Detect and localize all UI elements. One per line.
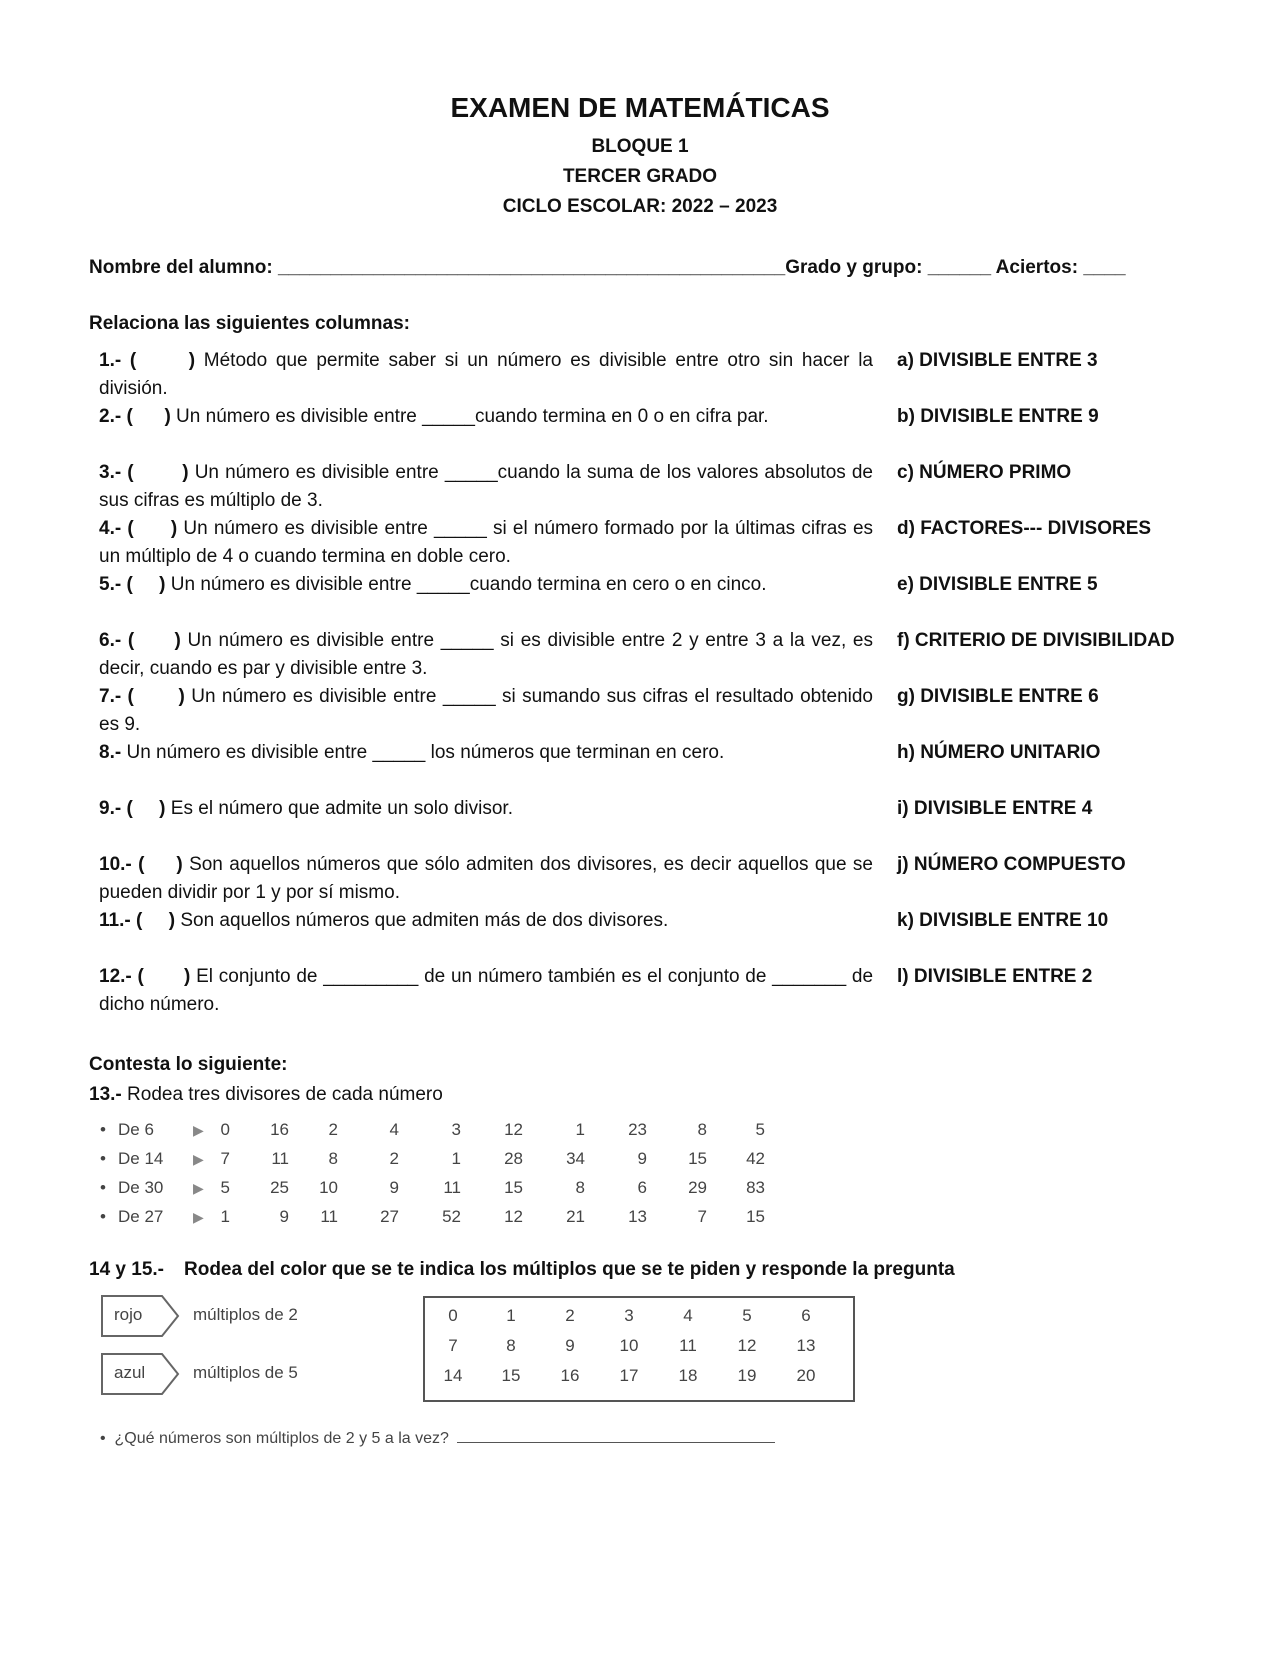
divisor-candidate[interactable]: 9 [389, 1178, 399, 1197]
question-5 [99, 571, 873, 599]
question-number: 1.- ( [99, 350, 137, 371]
grid-number[interactable]: 15 [501, 1366, 521, 1385]
grid-number[interactable]: 11 [679, 1336, 697, 1355]
group-label: Grado y grupo: [785, 257, 928, 278]
question-text: Un número es divisible entre _____ si el número formado por la últimas cifras es un múltiplo de 4 o cuando termina en doble cero. [99, 518, 874, 567]
option-e: e) DIVISIBLE ENTRE 5 [897, 574, 1098, 595]
grid-number[interactable]: 17 [619, 1366, 639, 1385]
divisor-candidate[interactable]: 5 [755, 1120, 765, 1139]
question-9 [99, 795, 873, 823]
divisor-candidate[interactable]: 10 [319, 1178, 338, 1197]
divisor-row [100, 1120, 820, 1148]
grid-number[interactable]: 18 [678, 1366, 698, 1385]
grid-number[interactable]: 7 [448, 1336, 458, 1355]
option-a: a) DIVISIBLE ENTRE 3 [897, 350, 1098, 371]
grid-number[interactable]: 5 [742, 1306, 752, 1325]
number-grid-box [423, 1296, 855, 1402]
student-name-field[interactable]: ________________________________________________ [277, 257, 786, 278]
question-text: Método que permite saber si un número es divisible entre otro sin hacer la división. [99, 350, 873, 399]
answer-parenthesis[interactable]: ) [133, 518, 178, 539]
question-14-number: 14 y 15.- [89, 1259, 164, 1280]
question-6 [99, 627, 873, 683]
question-number: 8.- [99, 742, 122, 763]
group-field[interactable]: ______ [927, 257, 992, 278]
question-number: 3.- ( [99, 462, 134, 483]
divisor-candidate[interactable]: 3 [451, 1120, 461, 1139]
option-i: i) DIVISIBLE ENTRE 4 [897, 798, 1093, 819]
question-number: 10.- ( [99, 854, 145, 875]
divisor-candidate[interactable]: 1 [220, 1207, 230, 1226]
answer-parenthesis[interactable]: ) [144, 854, 183, 875]
divisor-candidate[interactable]: 15 [504, 1178, 523, 1197]
question-number: 7.- ( [99, 686, 134, 707]
option-j: j) NÚMERO COMPUESTO [897, 854, 1126, 875]
score-label: Aciertos: [991, 257, 1084, 278]
question-text: Son aquellos números que sólo admiten dos divisores, es decir aquellos que se pueden dividir por 1 y por sí mismo. [99, 854, 873, 903]
divisor-row-label: De 14 [118, 1149, 164, 1168]
question-number: 6.- ( [99, 630, 135, 651]
tag-azul-label: azul [114, 1363, 146, 1382]
question-text: El conjunto de _________ de un número también es el conjunto de _______ de dicho número. [99, 966, 874, 1015]
divisor-candidate[interactable]: 27 [380, 1207, 399, 1226]
question-number: 11.- ( [99, 910, 143, 931]
question-14-text: Rodea del color que se te indica los múltiplos que se te piden y responde la pregunta [184, 1259, 955, 1280]
divisor-candidate[interactable]: 29 [688, 1178, 707, 1197]
section-answer-heading: Contesta lo siguiente: [89, 1054, 288, 1075]
answer-parenthesis[interactable]: ) [133, 686, 185, 707]
divisor-candidate[interactable]: 11 [443, 1178, 461, 1197]
bullet: • [100, 1149, 106, 1168]
grid-number[interactable]: 12 [737, 1336, 757, 1355]
grid-number[interactable]: 19 [737, 1366, 757, 1385]
divisor-candidate[interactable]: 34 [566, 1149, 585, 1168]
grid-number[interactable]: 9 [565, 1336, 575, 1355]
question-number: 5.- ( [99, 574, 133, 595]
option-k: k) DIVISIBLE ENTRE 10 [897, 910, 1109, 931]
arrow-icon: ▶ [193, 1180, 204, 1196]
question-text: Un número es divisible entre _____ los números que terminan en cero. [121, 742, 725, 763]
divisor-candidate[interactable]: 8 [575, 1178, 585, 1197]
answer-parenthesis[interactable]: ) [132, 574, 166, 595]
divisor-row [100, 1178, 820, 1206]
tag-rojo [100, 1294, 180, 1343]
divisor-candidate[interactable]: 16 [270, 1120, 289, 1139]
divisor-candidate[interactable]: 21 [566, 1207, 585, 1226]
question-text: Un número es divisible entre _____cuando termina en 0 o en cifra par. [170, 406, 769, 427]
answer-parenthesis[interactable]: ) [134, 630, 181, 651]
student-name-label: Nombre del alumno: [89, 257, 278, 278]
score-field[interactable]: ____ [1083, 257, 1126, 278]
grid-number[interactable]: 14 [443, 1366, 463, 1385]
divisor-candidate[interactable]: 42 [746, 1149, 765, 1168]
grid-number[interactable]: 6 [801, 1306, 811, 1325]
option-c: c) NÚMERO PRIMO [897, 462, 1072, 483]
answer-parenthesis[interactable]: ) [132, 406, 171, 427]
question-4 [99, 515, 873, 571]
divisor-candidate[interactable]: 11 [320, 1207, 338, 1226]
option-h: h) NÚMERO UNITARIO [897, 742, 1101, 763]
question-text: Un número es divisible entre _____ si sumando sus cifras el resultado obtenido es 9. [99, 686, 874, 735]
bullet: • [100, 1430, 115, 1447]
grid-number[interactable]: 20 [796, 1366, 816, 1385]
option-b: b) DIVISIBLE ENTRE 9 [897, 406, 1099, 427]
grid-number[interactable]: 3 [624, 1306, 634, 1325]
option-d: d) FACTORES--- DIVISORES [897, 518, 1152, 539]
bullet: • [100, 1207, 106, 1226]
question-text: Es el número que admite un solo divisor. [165, 798, 513, 819]
divisor-candidate[interactable]: 6 [637, 1178, 647, 1197]
divisor-row [100, 1149, 820, 1177]
divisor-candidate[interactable]: 83 [746, 1178, 765, 1197]
divisor-candidate[interactable]: 12 [504, 1207, 523, 1226]
divisor-candidate[interactable]: 4 [389, 1120, 399, 1139]
divisor-candidate[interactable]: 25 [270, 1178, 289, 1197]
exam-title: EXAMEN DE MATEMÁTICAS [450, 92, 830, 123]
school-cycle: CICLO ESCOLAR: 2022 – 2023 [502, 196, 778, 217]
question-text: Un número es divisible entre _____cuando la suma de los valores absolutos de sus cifras es múltiplo de 3. [99, 462, 873, 511]
question-number: 4.- ( [99, 518, 134, 539]
grid-number[interactable]: 10 [619, 1336, 639, 1355]
question-1 [99, 347, 873, 403]
divisor-candidate[interactable]: 9 [637, 1149, 647, 1168]
divisor-candidate[interactable]: 1 [451, 1149, 461, 1168]
tag-rojo-desc: múltiplos de 2 [193, 1305, 298, 1324]
divisor-row-label: De 27 [118, 1207, 164, 1226]
answer-parenthesis[interactable]: ) [143, 966, 191, 987]
divisor-candidate[interactable]: 0 [220, 1120, 230, 1139]
answer-parenthesis[interactable]: ) [142, 910, 176, 931]
bullet: • [100, 1120, 106, 1139]
divisor-candidate[interactable]: 11 [271, 1149, 289, 1168]
grid-number[interactable]: 1 [506, 1306, 516, 1325]
divisor-row-label: De 6 [118, 1120, 154, 1139]
grid-number[interactable]: 16 [560, 1366, 580, 1385]
question-14-15 [89, 1259, 955, 1281]
divisor-candidate[interactable]: 2 [328, 1120, 338, 1139]
divisor-candidate[interactable]: 7 [697, 1207, 707, 1226]
divisor-candidate[interactable]: 8 [328, 1149, 338, 1168]
divisor-candidate[interactable]: 23 [628, 1120, 647, 1139]
answer-line[interactable] [457, 1428, 775, 1443]
question-8 [99, 739, 873, 767]
option-g: g) DIVISIBLE ENTRE 6 [897, 686, 1099, 707]
divisor-candidate[interactable]: 15 [688, 1149, 707, 1168]
grid-number[interactable]: 8 [506, 1336, 516, 1355]
grid-number[interactable]: 2 [565, 1306, 575, 1325]
tag-azul [100, 1352, 180, 1401]
question-15 [100, 1428, 775, 1448]
question-12 [99, 963, 873, 1019]
question-10 [99, 851, 873, 907]
tag-azul-desc: múltiplos de 5 [193, 1363, 298, 1382]
question-number: 9.- ( [99, 798, 133, 819]
divisor-candidate[interactable]: 2 [389, 1149, 399, 1168]
answer-parenthesis[interactable]: ) [132, 798, 166, 819]
option-f: f) CRITERIO DE DIVISIBILIDAD [897, 630, 1175, 651]
option-l: l) DIVISIBLE ENTRE 2 [897, 966, 1093, 987]
bullet: • [100, 1178, 106, 1197]
section-match-heading: Relaciona las siguientes columnas: [89, 313, 410, 334]
divisor-candidate[interactable]: 12 [504, 1120, 523, 1139]
answer-parenthesis[interactable]: ) [133, 462, 189, 483]
divisor-candidate[interactable]: 9 [279, 1207, 289, 1226]
question-11 [99, 907, 873, 935]
question-text: Son aquellos números que admiten más de dos divisores. [175, 910, 669, 931]
answer-parenthesis[interactable]: ) [136, 350, 196, 371]
question-13-number: 13.- [89, 1084, 122, 1105]
tag-rojo-label: rojo [114, 1305, 143, 1324]
grid-number[interactable]: 4 [683, 1306, 693, 1325]
arrow-icon: ▶ [193, 1122, 204, 1138]
question-number: 2.- ( [99, 406, 133, 427]
block-label: BLOQUE 1 [591, 136, 689, 157]
question-text: Un número es divisible entre _____cuando termina en cero o en cinco. [165, 574, 767, 595]
grade-label: TERCER GRADO [562, 166, 718, 187]
question-13 [89, 1084, 443, 1106]
divisor-candidate[interactable]: 15 [746, 1207, 765, 1226]
question-text: Un número es divisible entre _____ si es divisible entre 2 y entre 3 a la vez, es decir, cuando es par y divisible entre 3. [99, 630, 873, 679]
divisor-candidate[interactable]: 13 [628, 1207, 647, 1226]
divisor-candidate[interactable]: 8 [697, 1120, 707, 1139]
arrow-icon: ▶ [193, 1209, 204, 1225]
divisor-candidate[interactable]: 52 [442, 1207, 461, 1226]
divisor-candidate[interactable]: 5 [220, 1178, 230, 1197]
grid-number[interactable]: 13 [796, 1336, 816, 1355]
question-7 [99, 683, 873, 739]
divisor-candidate[interactable]: 7 [220, 1149, 230, 1168]
divisor-candidate[interactable]: 1 [575, 1120, 585, 1139]
question-3 [99, 459, 873, 515]
divisor-row [100, 1207, 820, 1235]
question-13-text: Rodea tres divisores de cada número [121, 1084, 443, 1105]
student-info-line [89, 257, 1126, 279]
divisor-row-label: De 30 [118, 1178, 164, 1197]
grid-number[interactable]: 0 [448, 1306, 458, 1325]
arrow-icon: ▶ [193, 1151, 204, 1167]
question-15-text: ¿Qué números son múltiplos de 2 y 5 a la vez? [114, 1430, 449, 1447]
question-number: 12.- ( [99, 966, 144, 987]
divisor-candidate[interactable]: 28 [504, 1149, 523, 1168]
question-2 [99, 403, 873, 431]
